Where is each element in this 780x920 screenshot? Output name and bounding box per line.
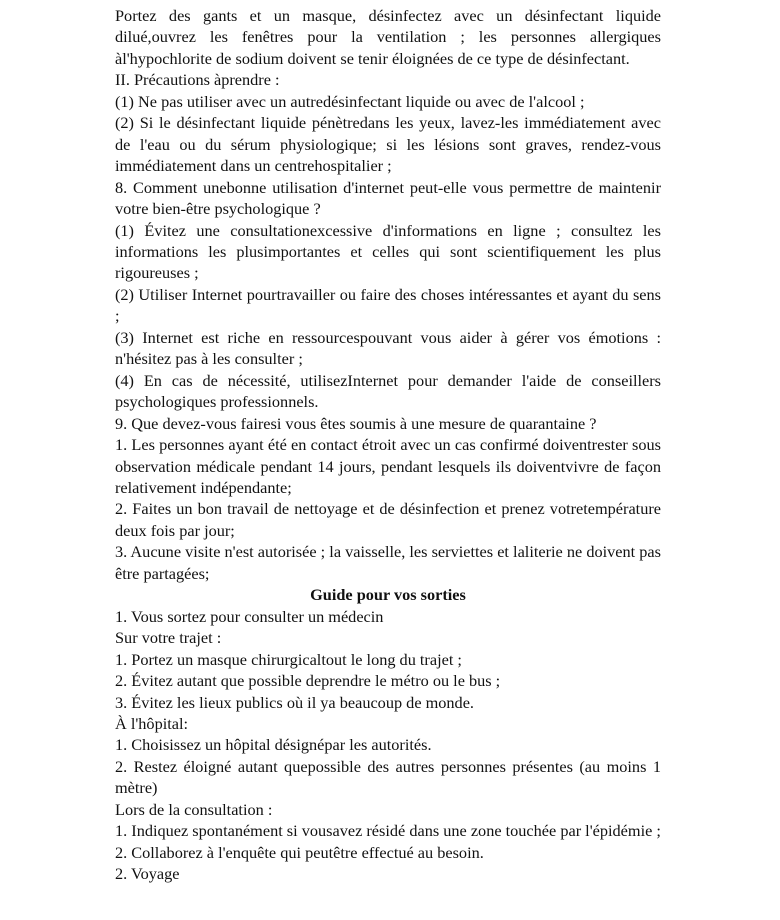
quarantine-item-3: 3. Aucune visite n'est autorisée ; la vaisselle, les serviettes et laliterie ne doivent pas être partagées;: [115, 542, 661, 583]
precaution-item-1: (1) Ne pas utiliser avec un autredésinfectant liquide ou avec de l'alcool ;: [115, 91, 585, 111]
question-9: 9. Que devez-vous fairesi vous êtes soumis à une mesure de quarantaine ?: [115, 413, 597, 433]
trip-tip-1: 1. Portez un masque chirurgicaltout le long du trajet ;: [115, 649, 462, 669]
document-page: [115, 5, 661, 885]
guide-item-travel: 2. Voyage: [115, 864, 180, 884]
trip-tip-2: 2. Évitez autant que possible deprendre le métro ou le bus ;: [115, 671, 501, 691]
quarantine-item-1: 1. Les personnes ayant été en contact étroit avec un cas confirmé doiventrester sous observation médicale pendant 14 jours, pendant lesquels ils doiventvivre de façon relativement indépendante;: [115, 435, 661, 497]
guide-item-doctor: 1. Vous sortez pour consulter un médecin: [115, 606, 384, 626]
hospital-tip-1: 1. Choisissez un hôpital désignépar les autorités.: [115, 735, 432, 755]
consultation-tip-2: 2. Collaborez à l'enquête qui peutêtre effectué au besoin.: [115, 842, 484, 862]
quarantine-item-2: 2. Faites un bon travail de nettoyage et de désinfection et prenez votretempérature deux fois par jour;: [115, 499, 661, 540]
subheading-at-hospital: À l'hôpital:: [115, 713, 189, 733]
question-8: 8. Comment unebonne utilisation d'internet peut-elle vous permettre de maintenir votre bien-être psychologique ?: [115, 177, 661, 219]
subheading-consultation: Lors de la consultation :: [115, 799, 273, 819]
subheading-on-the-way: Sur votre trajet :: [115, 628, 222, 648]
internet-tip-3: (3) Internet est riche en ressourcespouvant vous aider à gérer vos émotions : n'hésitez pas à les consulter ;: [115, 327, 661, 369]
internet-tip-1: (1) Évitez une consultationexcessive d'informations en ligne ; consultez les informations les plusimportantes et celles qui sont scientifiquement les plus rigoureuses ;: [115, 220, 661, 283]
trip-tip-3: 3. Évitez les lieux publics où il ya beaucoup de monde.: [115, 692, 474, 712]
precaution-item-2: (2) Si le désinfectant liquide pénètredans les yeux, lavez-les immédiatement avec de l'eau ou du sérum physiologique; si les lésions sont graves, rendez-vous immédiatement dans un centrehospitalier ;: [115, 113, 661, 176]
paragraph-disinfection-instructions: Portez des gants et un masque, désinfectez avec un désinfectant liquide dilué,ouvrez les fenêtres pour la ventilation ; les personnes allergiques àl'hypochlorite de sodium doivent se tenir éloignées de ce type de désinfectant.: [115, 6, 661, 68]
section-title-guide: Guide pour vos sorties: [310, 585, 466, 605]
internet-tip-4: (4) En cas de nécessité, utilisezInternet pour demander l'aide de conseillers psychologiques professionnels.: [115, 370, 661, 412]
hospital-tip-2: 2. Restez éloigné autant quepossible des autres personnes présentes (au moins 1 mètre): [115, 756, 661, 798]
internet-tip-2: (2) Utiliser Internet pourtravailler ou faire des choses intéressantes et ayant du sens ;: [115, 284, 661, 326]
consultation-tip-1: 1. Indiquez spontanément si vousavez résidé dans une zone touchée par l'épidémie ;: [115, 821, 661, 841]
section-heading-precautions: II. Précautions àprendre :: [115, 70, 280, 90]
